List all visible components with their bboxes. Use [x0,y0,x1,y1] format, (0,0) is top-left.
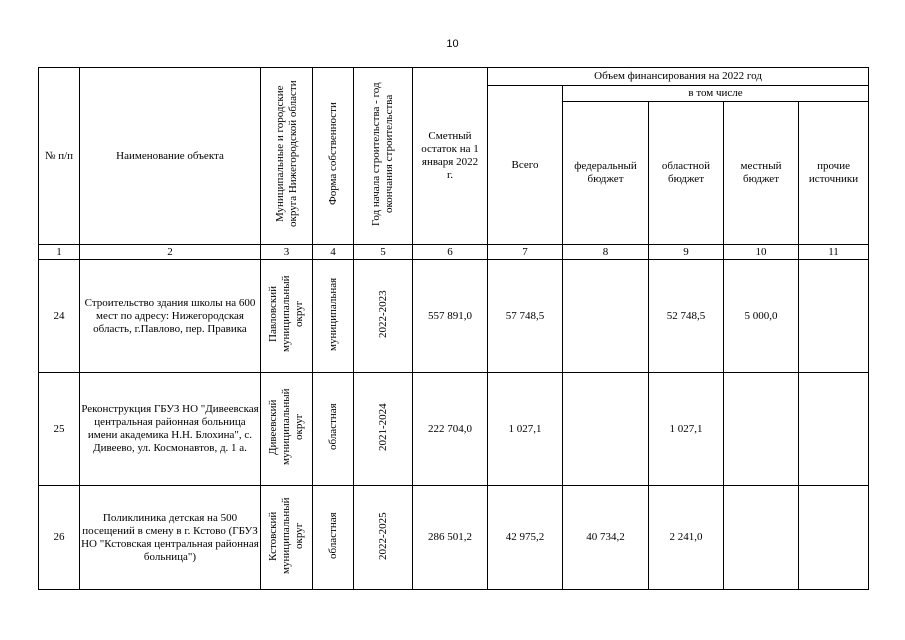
column-number: 3 [261,245,313,260]
row-other [799,260,869,373]
row-name: Строительство здания школы на 600 мест по адресу: Нижегородская область, г.Павлово, пер. Правика [80,260,261,373]
header-ownership [313,68,354,245]
row-municipality-label: Дивеевский муниципальный округ [267,388,305,466]
row-name: Реконструкция ГБУЗ НО "Дивеевская центральная районная больница имени академика Н.Н. Блохина", с. Дивеево, ул. Космонавтов, д. 1 а. [80,373,261,486]
row-years [354,260,413,373]
row-ownership [313,373,354,486]
row-ownership [313,486,354,590]
row-estimate: 286 501,2 [413,486,488,590]
row-federal [563,373,649,486]
column-number: 4 [313,245,354,260]
column-number: 2 [80,245,261,260]
row-estimate: 557 891,0 [413,260,488,373]
row-ownership-label: областная [326,403,339,451]
column-number: 5 [354,245,413,260]
row-municipality [261,486,313,590]
column-number: 11 [799,245,869,260]
header-num: № п/п [39,68,80,245]
header-years [354,68,413,245]
header-ownership-label: Форма собственности [326,102,339,206]
row-total: 57 748,5 [488,260,563,373]
row-ownership [313,260,354,373]
header-local: местный бюджет [724,102,799,245]
row-num: 25 [39,373,80,486]
row-estimate: 222 704,0 [413,373,488,486]
row-years-label: 2022-2025 [376,511,389,560]
header-municipality [261,68,313,245]
row-ownership-label: областная [326,512,339,559]
header-years-label: Год начала строительства - год окончания строительства [370,82,395,226]
row-other [799,486,869,590]
header-municipality-label: Муниципальные и городские округа Нижегородской области [273,80,299,228]
table-row [39,373,869,486]
row-years [354,486,413,590]
row-regional: 1 027,1 [649,373,724,486]
row-years-label: 2022-2023 [376,290,389,338]
column-number: 9 [649,245,724,260]
row-ownership-label: муниципальная [326,277,339,351]
column-number-row [39,245,869,260]
row-regional: 52 748,5 [649,260,724,373]
header-regional: областной бюджет [649,102,724,245]
header-other: прочие источники [799,102,869,245]
column-number: 1 [39,245,80,260]
header-estimate: Сметный остаток на 1 января 2022 г. [413,68,488,245]
header-funding-group: Объем финансирования на 2022 год [488,68,869,86]
page-number: 10 [446,38,459,50]
row-municipality [261,260,313,373]
header-including: в том числе [563,86,869,102]
row-local: 5 000,0 [724,260,799,373]
table-row [39,260,869,373]
column-number: 10 [724,245,799,260]
row-other [799,373,869,486]
row-years [354,373,413,486]
header-name: Наименование объекта [80,68,261,245]
row-name: Поликлиника детская на 500 посещений в смену в г. Кстово (ГБУЗ НО "Кстовская центральная районная больница") [80,486,261,590]
header-federal: федеральный бюджет [563,102,649,245]
row-federal [563,260,649,373]
row-federal: 40 734,2 [563,486,649,590]
row-municipality-label: Павловский муниципальный округ [267,275,305,353]
table-row [39,486,869,590]
row-num: 24 [39,260,80,373]
row-local [724,373,799,486]
row-num: 26 [39,486,80,590]
column-number: 8 [563,245,649,260]
row-local [724,486,799,590]
column-number: 7 [488,245,563,260]
row-municipality [261,373,313,486]
row-regional: 2 241,0 [649,486,724,590]
header-total: Всего [488,86,563,245]
financing-table [38,67,869,590]
row-total: 42 975,2 [488,486,563,590]
row-years-label: 2021-2024 [376,403,389,451]
row-total: 1 027,1 [488,373,563,486]
column-number: 6 [413,245,488,260]
row-municipality-label: Кстовский муниципальный округ [267,497,305,574]
